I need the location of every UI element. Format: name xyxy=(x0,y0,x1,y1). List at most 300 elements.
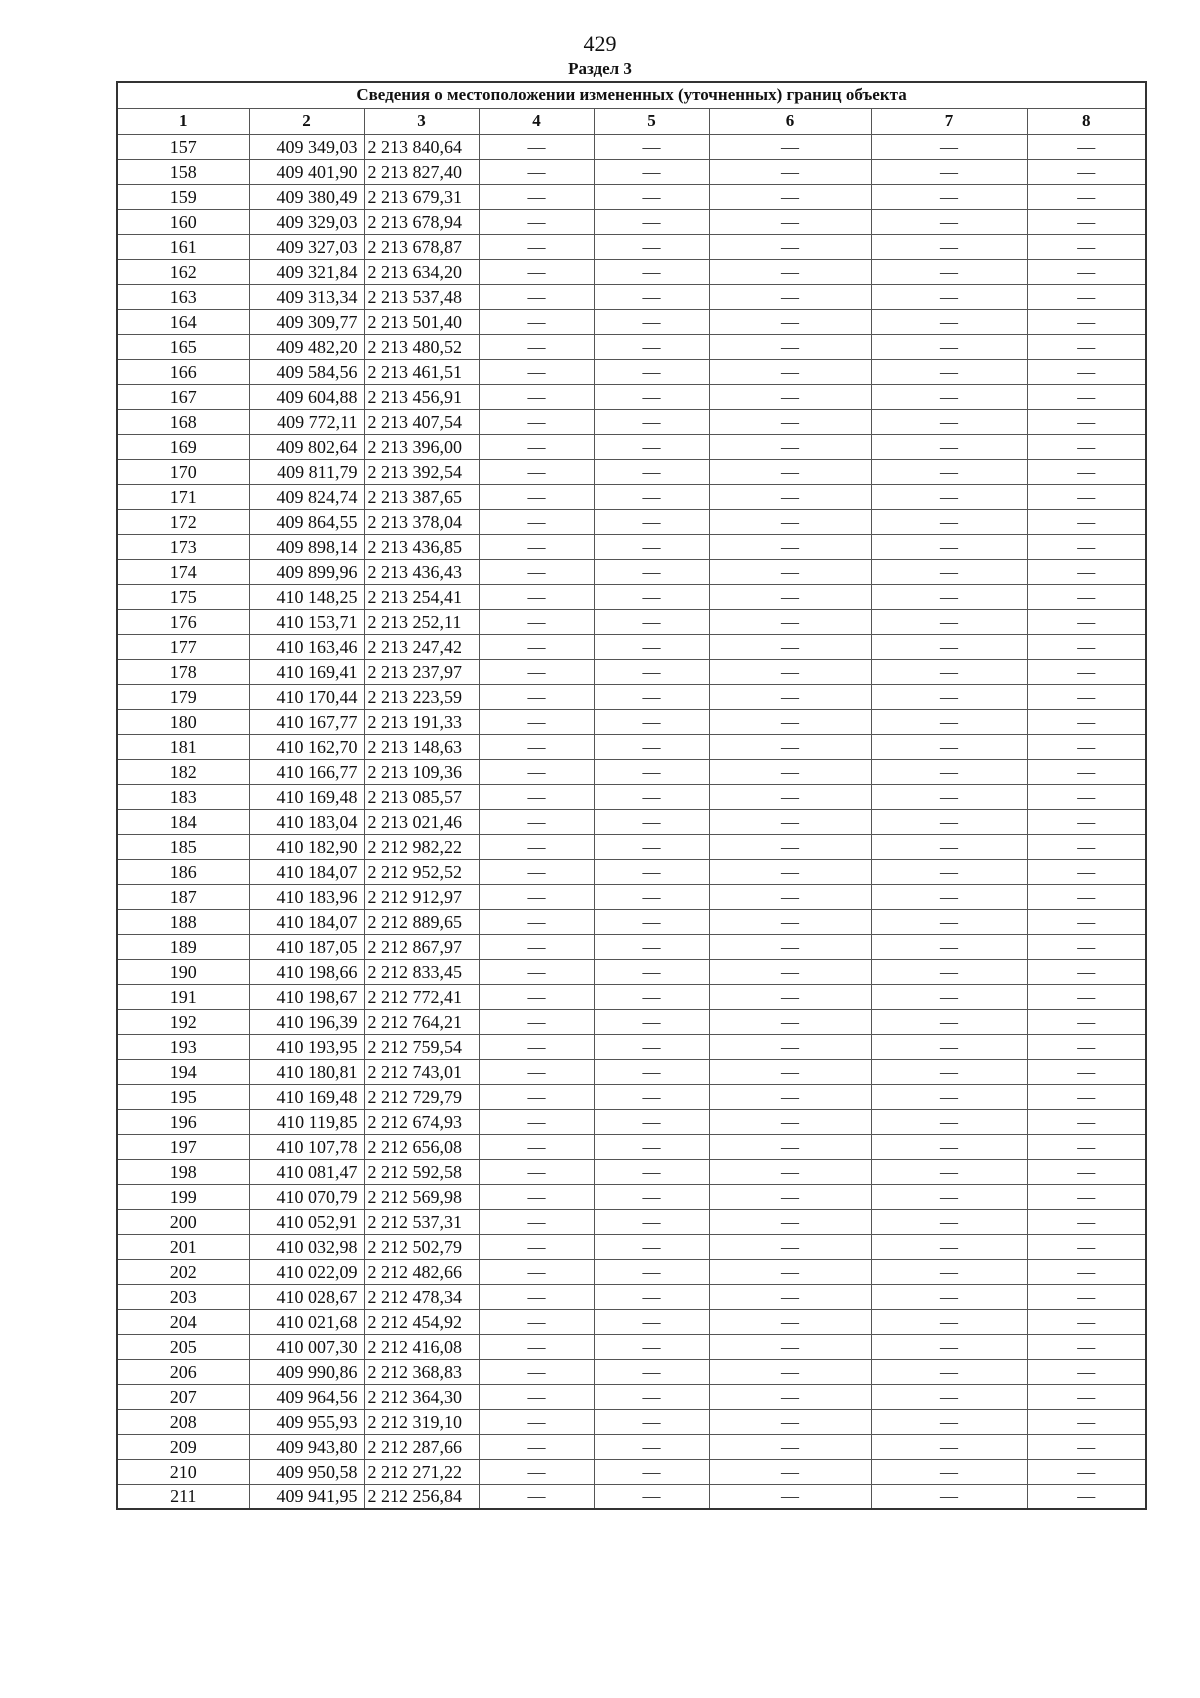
y-coordinate-cell: 2 213 537,48 xyxy=(364,284,479,309)
empty-value-cell: — xyxy=(709,1309,871,1334)
point-number-cell: 208 xyxy=(117,1409,249,1434)
column-header-5: 5 xyxy=(594,108,709,134)
point-number-cell: 192 xyxy=(117,1009,249,1034)
empty-value-cell: — xyxy=(479,784,594,809)
point-number-cell: 177 xyxy=(117,634,249,659)
table-row xyxy=(117,1209,1146,1234)
table-row xyxy=(117,209,1146,234)
empty-value-cell: — xyxy=(709,809,871,834)
empty-value-cell: — xyxy=(1027,984,1146,1009)
empty-value-cell: — xyxy=(594,709,709,734)
table-row xyxy=(117,834,1146,859)
empty-value-cell: — xyxy=(871,684,1027,709)
empty-value-cell: — xyxy=(479,309,594,334)
empty-value-cell: — xyxy=(479,284,594,309)
empty-value-cell: — xyxy=(479,509,594,534)
empty-value-cell: — xyxy=(479,934,594,959)
x-coordinate-cell: 409 380,49 xyxy=(249,184,364,209)
x-coordinate-cell: 409 313,34 xyxy=(249,284,364,309)
y-coordinate-cell: 2 213 223,59 xyxy=(364,684,479,709)
point-number-cell: 195 xyxy=(117,1084,249,1109)
empty-value-cell: — xyxy=(1027,1059,1146,1084)
x-coordinate-cell: 410 148,25 xyxy=(249,584,364,609)
x-coordinate-cell: 410 169,48 xyxy=(249,1084,364,1109)
empty-value-cell: — xyxy=(479,909,594,934)
empty-value-cell: — xyxy=(871,634,1027,659)
x-coordinate-cell: 409 955,93 xyxy=(249,1409,364,1434)
empty-value-cell: — xyxy=(1027,334,1146,359)
empty-value-cell: — xyxy=(871,759,1027,784)
point-number-cell: 199 xyxy=(117,1184,249,1209)
y-coordinate-cell: 2 212 256,84 xyxy=(364,1484,479,1509)
empty-value-cell: — xyxy=(709,1084,871,1109)
empty-value-cell: — xyxy=(594,1234,709,1259)
empty-value-cell: — xyxy=(1027,509,1146,534)
table-row xyxy=(117,884,1146,909)
x-coordinate-cell: 410 107,78 xyxy=(249,1134,364,1159)
empty-value-cell: — xyxy=(594,359,709,384)
x-coordinate-cell: 409 401,90 xyxy=(249,159,364,184)
x-coordinate-cell: 410 022,09 xyxy=(249,1259,364,1284)
point-number-cell: 211 xyxy=(117,1484,249,1509)
empty-value-cell: — xyxy=(594,559,709,584)
point-number-cell: 181 xyxy=(117,734,249,759)
empty-value-cell: — xyxy=(871,1334,1027,1359)
empty-value-cell: — xyxy=(479,184,594,209)
y-coordinate-cell: 2 213 191,33 xyxy=(364,709,479,734)
point-number-cell: 197 xyxy=(117,1134,249,1159)
empty-value-cell: — xyxy=(594,259,709,284)
empty-value-cell: — xyxy=(871,984,1027,1009)
empty-value-cell: — xyxy=(871,809,1027,834)
table-row xyxy=(117,1034,1146,1059)
table-row xyxy=(117,1334,1146,1359)
empty-value-cell: — xyxy=(709,284,871,309)
empty-value-cell: — xyxy=(871,959,1027,984)
empty-value-cell: — xyxy=(1027,1259,1146,1284)
point-number-cell: 186 xyxy=(117,859,249,884)
point-number-cell: 187 xyxy=(117,884,249,909)
point-number-cell: 204 xyxy=(117,1309,249,1334)
empty-value-cell: — xyxy=(1027,1459,1146,1484)
point-number-cell: 169 xyxy=(117,434,249,459)
empty-value-cell: — xyxy=(1027,484,1146,509)
x-coordinate-cell: 409 943,80 xyxy=(249,1434,364,1459)
table-row xyxy=(117,784,1146,809)
empty-value-cell: — xyxy=(1027,1009,1146,1034)
y-coordinate-cell: 2 212 867,97 xyxy=(364,934,479,959)
empty-value-cell: — xyxy=(709,1384,871,1409)
x-coordinate-cell: 410 081,47 xyxy=(249,1159,364,1184)
x-coordinate-cell: 410 166,77 xyxy=(249,759,364,784)
empty-value-cell: — xyxy=(594,634,709,659)
empty-value-cell: — xyxy=(709,1184,871,1209)
empty-value-cell: — xyxy=(709,134,871,159)
x-coordinate-cell: 409 772,11 xyxy=(249,409,364,434)
empty-value-cell: — xyxy=(871,234,1027,259)
table-row xyxy=(117,534,1146,559)
x-coordinate-cell: 409 964,56 xyxy=(249,1384,364,1409)
point-number-cell: 182 xyxy=(117,759,249,784)
empty-value-cell: — xyxy=(479,234,594,259)
empty-value-cell: — xyxy=(871,1284,1027,1309)
empty-value-cell: — xyxy=(594,409,709,434)
x-coordinate-cell: 410 167,77 xyxy=(249,709,364,734)
empty-value-cell: — xyxy=(871,1159,1027,1184)
empty-value-cell: — xyxy=(594,1309,709,1334)
table-row xyxy=(117,984,1146,1009)
empty-value-cell: — xyxy=(594,909,709,934)
empty-value-cell: — xyxy=(479,659,594,684)
empty-value-cell: — xyxy=(709,709,871,734)
empty-value-cell: — xyxy=(871,409,1027,434)
empty-value-cell: — xyxy=(1027,1159,1146,1184)
empty-value-cell: — xyxy=(709,484,871,509)
empty-value-cell: — xyxy=(479,1009,594,1034)
table-row xyxy=(117,734,1146,759)
y-coordinate-cell: 2 213 021,46 xyxy=(364,809,479,834)
empty-value-cell: — xyxy=(1027,909,1146,934)
x-coordinate-cell: 409 824,74 xyxy=(249,484,364,509)
point-number-cell: 196 xyxy=(117,1109,249,1134)
point-number-cell: 180 xyxy=(117,709,249,734)
empty-value-cell: — xyxy=(709,1134,871,1159)
empty-value-cell: — xyxy=(479,984,594,1009)
empty-value-cell: — xyxy=(1027,734,1146,759)
x-coordinate-cell: 410 193,95 xyxy=(249,1034,364,1059)
empty-value-cell: — xyxy=(871,509,1027,534)
x-coordinate-cell: 410 169,41 xyxy=(249,659,364,684)
point-number-cell: 174 xyxy=(117,559,249,584)
y-coordinate-cell: 2 213 254,41 xyxy=(364,584,479,609)
y-coordinate-cell: 2 213 407,54 xyxy=(364,409,479,434)
x-coordinate-cell: 409 309,77 xyxy=(249,309,364,334)
empty-value-cell: — xyxy=(709,334,871,359)
table-row xyxy=(117,309,1146,334)
empty-value-cell: — xyxy=(479,1109,594,1134)
y-coordinate-cell: 2 213 456,91 xyxy=(364,384,479,409)
x-coordinate-cell: 409 864,55 xyxy=(249,509,364,534)
x-coordinate-cell: 410 032,98 xyxy=(249,1234,364,1259)
y-coordinate-cell: 2 212 454,92 xyxy=(364,1309,479,1334)
empty-value-cell: — xyxy=(709,259,871,284)
y-coordinate-cell: 2 213 678,87 xyxy=(364,234,479,259)
x-coordinate-cell: 410 052,91 xyxy=(249,1209,364,1234)
empty-value-cell: — xyxy=(1027,1384,1146,1409)
empty-value-cell: — xyxy=(709,559,871,584)
empty-value-cell: — xyxy=(709,1209,871,1234)
point-number-cell: 194 xyxy=(117,1059,249,1084)
y-coordinate-cell: 2 213 827,40 xyxy=(364,159,479,184)
x-coordinate-cell: 409 941,95 xyxy=(249,1484,364,1509)
table-row xyxy=(117,909,1146,934)
empty-value-cell: — xyxy=(709,209,871,234)
empty-value-cell: — xyxy=(871,184,1027,209)
x-coordinate-cell: 410 070,79 xyxy=(249,1184,364,1209)
empty-value-cell: — xyxy=(1027,1334,1146,1359)
empty-value-cell: — xyxy=(594,1059,709,1084)
empty-value-cell: — xyxy=(1027,234,1146,259)
empty-value-cell: — xyxy=(594,1384,709,1409)
y-coordinate-cell: 2 212 912,97 xyxy=(364,884,479,909)
empty-value-cell: — xyxy=(1027,1309,1146,1334)
empty-value-cell: — xyxy=(479,1459,594,1484)
empty-value-cell: — xyxy=(709,884,871,909)
table-row xyxy=(117,1009,1146,1034)
y-coordinate-cell: 2 213 678,94 xyxy=(364,209,479,234)
empty-value-cell: — xyxy=(479,484,594,509)
y-coordinate-cell: 2 213 252,11 xyxy=(364,609,479,634)
empty-value-cell: — xyxy=(594,1284,709,1309)
point-number-cell: 200 xyxy=(117,1209,249,1234)
empty-value-cell: — xyxy=(709,309,871,334)
y-coordinate-cell: 2 213 085,57 xyxy=(364,784,479,809)
coordinates-table xyxy=(116,81,1147,1510)
empty-value-cell: — xyxy=(1027,459,1146,484)
x-coordinate-cell: 410 196,39 xyxy=(249,1009,364,1034)
empty-value-cell: — xyxy=(479,1359,594,1384)
x-coordinate-cell: 410 198,66 xyxy=(249,959,364,984)
empty-value-cell: — xyxy=(594,459,709,484)
empty-value-cell: — xyxy=(479,1484,594,1509)
point-number-cell: 163 xyxy=(117,284,249,309)
point-number-cell: 198 xyxy=(117,1159,249,1184)
empty-value-cell: — xyxy=(709,1034,871,1059)
empty-value-cell: — xyxy=(479,1234,594,1259)
table-row xyxy=(117,1484,1146,1509)
point-number-cell: 190 xyxy=(117,959,249,984)
y-coordinate-cell: 2 213 480,52 xyxy=(364,334,479,359)
empty-value-cell: — xyxy=(871,534,1027,559)
table-row xyxy=(117,384,1146,409)
empty-value-cell: — xyxy=(594,1409,709,1434)
empty-value-cell: — xyxy=(1027,1409,1146,1434)
empty-value-cell: — xyxy=(594,959,709,984)
empty-value-cell: — xyxy=(709,784,871,809)
empty-value-cell: — xyxy=(1027,534,1146,559)
empty-value-cell: — xyxy=(479,809,594,834)
empty-value-cell: — xyxy=(594,184,709,209)
empty-value-cell: — xyxy=(871,1484,1027,1509)
empty-value-cell: — xyxy=(709,659,871,684)
point-number-cell: 193 xyxy=(117,1034,249,1059)
empty-value-cell: — xyxy=(479,759,594,784)
y-coordinate-cell: 2 212 502,79 xyxy=(364,1234,479,1259)
empty-value-cell: — xyxy=(709,1109,871,1134)
empty-value-cell: — xyxy=(871,484,1027,509)
x-coordinate-cell: 409 950,58 xyxy=(249,1459,364,1484)
table-row xyxy=(117,934,1146,959)
empty-value-cell: — xyxy=(479,259,594,284)
empty-value-cell: — xyxy=(871,359,1027,384)
empty-value-cell: — xyxy=(1027,1209,1146,1234)
point-number-cell: 175 xyxy=(117,584,249,609)
empty-value-cell: — xyxy=(479,584,594,609)
y-coordinate-cell: 2 213 247,42 xyxy=(364,634,479,659)
empty-value-cell: — xyxy=(1027,834,1146,859)
empty-value-cell: — xyxy=(1027,384,1146,409)
empty-value-cell: — xyxy=(479,684,594,709)
empty-value-cell: — xyxy=(871,1209,1027,1234)
empty-value-cell: — xyxy=(871,709,1027,734)
x-coordinate-cell: 410 183,04 xyxy=(249,809,364,834)
table-row xyxy=(117,1109,1146,1134)
empty-value-cell: — xyxy=(709,1284,871,1309)
page-number: 429 xyxy=(583,31,617,56)
empty-value-cell: — xyxy=(871,459,1027,484)
y-coordinate-cell: 2 213 148,63 xyxy=(364,734,479,759)
empty-value-cell: — xyxy=(871,284,1027,309)
empty-value-cell: — xyxy=(709,1459,871,1484)
empty-value-cell: — xyxy=(1027,859,1146,884)
x-coordinate-cell: 409 898,14 xyxy=(249,534,364,559)
empty-value-cell: — xyxy=(709,634,871,659)
y-coordinate-cell: 2 213 679,31 xyxy=(364,184,479,209)
y-coordinate-cell: 2 212 368,83 xyxy=(364,1359,479,1384)
point-number-cell: 176 xyxy=(117,609,249,634)
empty-value-cell: — xyxy=(594,509,709,534)
empty-value-cell: — xyxy=(1027,1109,1146,1134)
empty-value-cell: — xyxy=(1027,1359,1146,1384)
x-coordinate-cell: 410 183,96 xyxy=(249,884,364,909)
point-number-cell: 206 xyxy=(117,1359,249,1384)
empty-value-cell: — xyxy=(871,559,1027,584)
table-row xyxy=(117,334,1146,359)
empty-value-cell: — xyxy=(871,884,1027,909)
x-coordinate-cell: 410 021,68 xyxy=(249,1309,364,1334)
x-coordinate-cell: 410 182,90 xyxy=(249,834,364,859)
empty-value-cell: — xyxy=(479,459,594,484)
column-header-3: 3 xyxy=(364,108,479,134)
empty-value-cell: — xyxy=(594,1209,709,1234)
empty-value-cell: — xyxy=(709,359,871,384)
empty-value-cell: — xyxy=(1027,584,1146,609)
empty-value-cell: — xyxy=(479,1034,594,1059)
point-number-cell: 166 xyxy=(117,359,249,384)
empty-value-cell: — xyxy=(479,159,594,184)
y-coordinate-cell: 2 212 772,41 xyxy=(364,984,479,1009)
x-coordinate-cell: 410 153,71 xyxy=(249,609,364,634)
empty-value-cell: — xyxy=(479,959,594,984)
empty-value-cell: — xyxy=(871,1434,1027,1459)
empty-value-cell: — xyxy=(1027,1134,1146,1159)
empty-value-cell: — xyxy=(871,259,1027,284)
table-row xyxy=(117,434,1146,459)
empty-value-cell: — xyxy=(594,1184,709,1209)
empty-value-cell: — xyxy=(594,234,709,259)
x-coordinate-cell: 409 327,03 xyxy=(249,234,364,259)
empty-value-cell: — xyxy=(871,209,1027,234)
empty-value-cell: — xyxy=(1027,1034,1146,1059)
point-number-cell: 191 xyxy=(117,984,249,1009)
empty-value-cell: — xyxy=(709,934,871,959)
empty-value-cell: — xyxy=(594,284,709,309)
empty-value-cell: — xyxy=(594,984,709,1009)
x-coordinate-cell: 409 811,79 xyxy=(249,459,364,484)
table-row xyxy=(117,359,1146,384)
point-number-cell: 210 xyxy=(117,1459,249,1484)
point-number-cell: 202 xyxy=(117,1259,249,1284)
empty-value-cell: — xyxy=(479,209,594,234)
empty-value-cell: — xyxy=(479,1334,594,1359)
point-number-cell: 205 xyxy=(117,1334,249,1359)
empty-value-cell: — xyxy=(479,534,594,559)
point-number-cell: 157 xyxy=(117,134,249,159)
empty-value-cell: — xyxy=(709,1059,871,1084)
table-row xyxy=(117,609,1146,634)
empty-value-cell: — xyxy=(594,859,709,884)
empty-value-cell: — xyxy=(594,484,709,509)
empty-value-cell: — xyxy=(709,184,871,209)
empty-value-cell: — xyxy=(1027,159,1146,184)
empty-value-cell: — xyxy=(479,1134,594,1159)
point-number-cell: 170 xyxy=(117,459,249,484)
table-row xyxy=(117,1134,1146,1159)
empty-value-cell: — xyxy=(594,784,709,809)
empty-value-cell: — xyxy=(479,1084,594,1109)
column-header-row xyxy=(117,108,1146,134)
table-body xyxy=(117,134,1146,1509)
empty-value-cell: — xyxy=(479,709,594,734)
empty-value-cell: — xyxy=(1027,684,1146,709)
empty-value-cell: — xyxy=(709,459,871,484)
point-number-cell: 178 xyxy=(117,659,249,684)
y-coordinate-cell: 2 212 478,34 xyxy=(364,1284,479,1309)
empty-value-cell: — xyxy=(594,809,709,834)
x-coordinate-cell: 409 349,03 xyxy=(249,134,364,159)
empty-value-cell: — xyxy=(1027,884,1146,909)
empty-value-cell: — xyxy=(871,384,1027,409)
empty-value-cell: — xyxy=(594,734,709,759)
table-row xyxy=(117,134,1146,159)
empty-value-cell: — xyxy=(1027,609,1146,634)
empty-value-cell: — xyxy=(709,959,871,984)
point-number-cell: 168 xyxy=(117,409,249,434)
x-coordinate-cell: 410 198,67 xyxy=(249,984,364,1009)
empty-value-cell: — xyxy=(594,134,709,159)
y-coordinate-cell: 2 212 952,52 xyxy=(364,859,479,884)
y-coordinate-cell: 2 212 287,66 xyxy=(364,1434,479,1459)
column-header-2: 2 xyxy=(249,108,364,134)
empty-value-cell: — xyxy=(709,859,871,884)
empty-value-cell: — xyxy=(479,1259,594,1284)
y-coordinate-cell: 2 212 482,66 xyxy=(364,1259,479,1284)
empty-value-cell: — xyxy=(594,534,709,559)
empty-value-cell: — xyxy=(1027,709,1146,734)
empty-value-cell: — xyxy=(479,1209,594,1234)
empty-value-cell: — xyxy=(594,309,709,334)
empty-value-cell: — xyxy=(1027,959,1146,984)
table-row xyxy=(117,759,1146,784)
empty-value-cell: — xyxy=(871,334,1027,359)
empty-value-cell: — xyxy=(1027,1184,1146,1209)
point-number-cell: 179 xyxy=(117,684,249,709)
point-number-cell: 184 xyxy=(117,809,249,834)
point-number-cell: 189 xyxy=(117,934,249,959)
empty-value-cell: — xyxy=(1027,409,1146,434)
empty-value-cell: — xyxy=(709,1159,871,1184)
empty-value-cell: — xyxy=(479,884,594,909)
empty-value-cell: — xyxy=(709,1434,871,1459)
table-row xyxy=(117,509,1146,534)
empty-value-cell: — xyxy=(709,734,871,759)
empty-value-cell: — xyxy=(871,1359,1027,1384)
x-coordinate-cell: 410 184,07 xyxy=(249,859,364,884)
empty-value-cell: — xyxy=(709,684,871,709)
empty-value-cell: — xyxy=(594,1434,709,1459)
point-number-cell: 167 xyxy=(117,384,249,409)
empty-value-cell: — xyxy=(709,1259,871,1284)
